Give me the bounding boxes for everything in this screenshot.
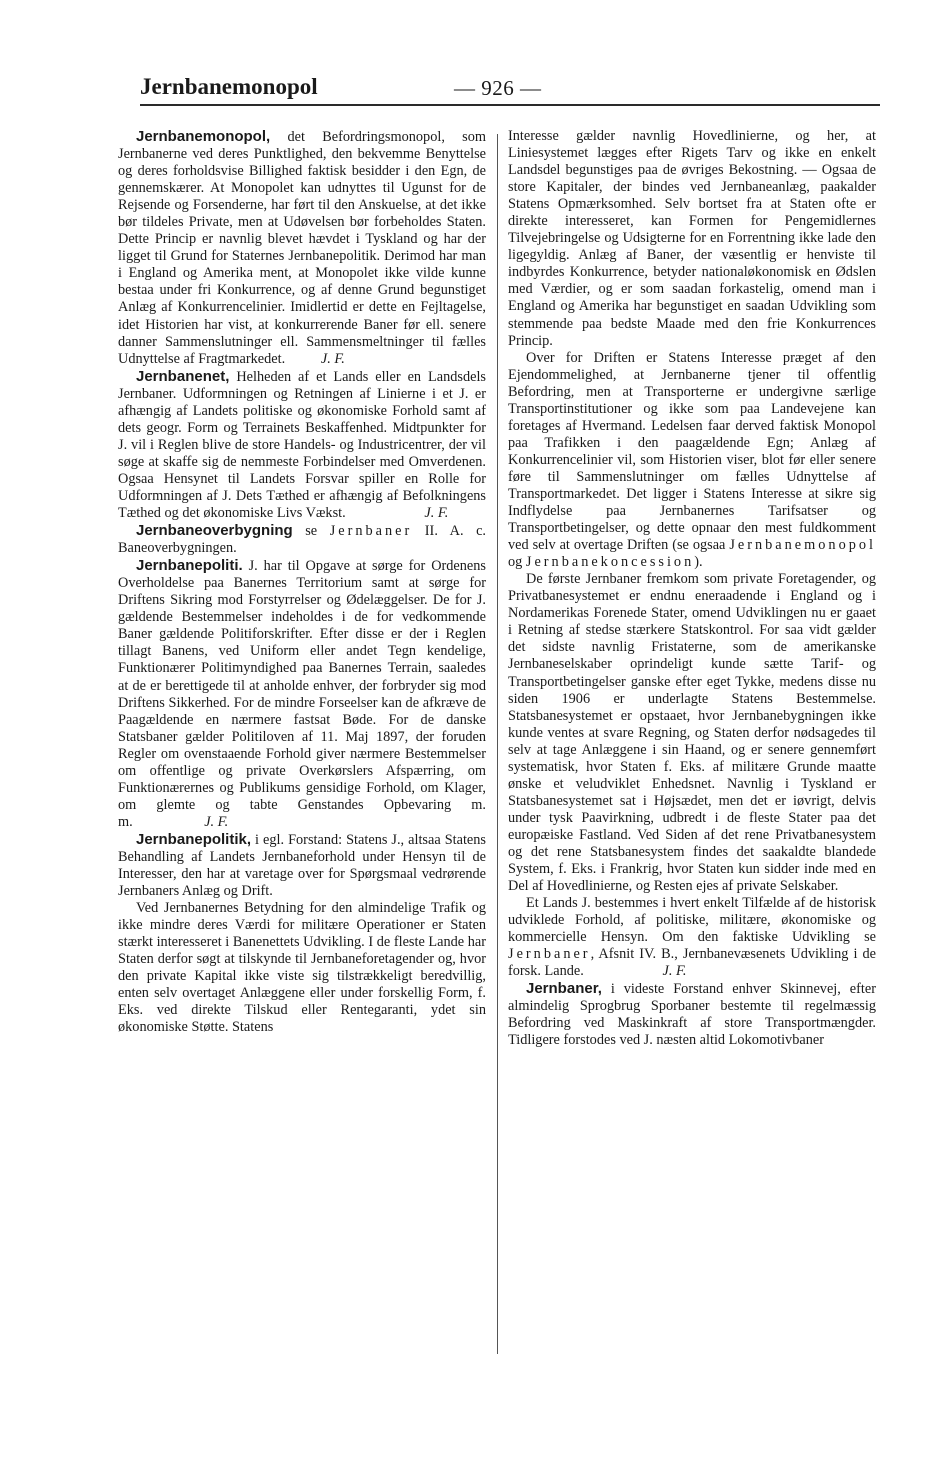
author-signature: J. F.: [204, 813, 229, 830]
paragraph: Interesse gælder navnlig Hovedlinierne, og her, at Liniesystemet lægges efter Rigets Tarv og ikke en enkelt Landsdel begunstiges paa de øvriges Bekostning. — Ogsaa de store Kapitaler, der bindes ved Jernbaneanlæg, paakalder Statens Opmærksomhed. Selv bortset fra at Staten ofte er direkte interesseret, kan Formen for Pengemidlernes Tilvejebringelse og Udsigterne for en Forrentning ikke lade den ligegyldig. Anlæg af Baner, der væsentlig er henviste til indbyrdes Konkurrence, betyder nationaløkonomisk en Ødslen med Værdier, og er som saadan forkastelig, omend man i England og Amerika har begunstiget en saadan Udvikling som stemmende paa bedste Maade med den frie Konkurrences Princip.: [508, 128, 876, 349]
paragraph-text: , Afsnit IV. B., Jernbanevæsenets Udvikling i de forsk. Lande.: [508, 946, 876, 980]
headword: Jernbaner,: [526, 980, 602, 998]
entry-text: Helheden af et Lands eller en Landsdels Jernbaner. Udformningen og Retningen af Linierne i et J. er afhængig af Landets politiske og økonomiske Forhold samt af dets geogr. Form og Terrainets Beskaffenhed. Midtpunkter for J. vil i Reglen blive de store Handels- og Industricentrer, der vil søge at skaffe sig de nemmeste Forbindelser med Omverdenen. Ogsaa Hensynet til Landets Forsvar spiller en Rolle for Udformningen af J. Dets Tæthed er afhængig af Befolkningens Tæthed og det økonomiske Livs Vækst.: [118, 368, 486, 522]
page-header: [140, 74, 880, 114]
paragraph-text: Over for Driften er Statens Interesse præget af den Ejendommelighed, at Jernbanerne tjener til offentlig Befordring, men at Transporterne er undergivne særlige Transportinstitutioner og ikke som paa Landevejene kan foretages af Hvermand. Ledelsen faar derved faktisk Monopol paa Trafikken i den paagældende Egn; Anlæg af Konkurrencelinier vil, som Historien viser, blot før eller senere føre til Sammenslutninger om fælles Udnyttelse af Transportmarkedet. Det ligger i Statens Interesse at sikre sig Indflydelse paa Jernbanernes Tarifsatser og Transportbetingelser, og dette opnaar den mest fuldkomment ved selv at overtage Driften (se ogsaa: [508, 349, 876, 554]
paragraph: Ved Jernbanernes Betydning for den almindelige Trafik og ikke mindre deres Værdi for militære Operationer er Staten stærkt interesseret i Banenettets Udvikling. I de fleste Lande har Staten derfor søgt at tilskynde til Jernbaneforetagender og, hvor den private Kapital ikke viste sig tilstrækkeligt beredvillig, enten selv overtaget Anlæggene eller under forskellig Form, f. Eks. ved direkte Tilskud eller Rentegaranti, ydet sin økonomiske Støtte. Statens: [118, 900, 486, 1036]
paragraph-text: ).: [694, 554, 703, 571]
column-divider: [497, 134, 498, 1354]
header-rule: [140, 104, 880, 106]
author-signature: J. F.: [424, 505, 449, 522]
headword: Jernbaneoverbygning: [136, 522, 293, 540]
entry-text: se: [292, 523, 330, 540]
entry-jernbaner: [508, 980, 876, 1049]
paragraph-text: og: [508, 554, 526, 571]
entry-jernbanepoliti: [118, 557, 486, 831]
cross-reference: Jernbaner: [329, 523, 413, 540]
author-signature: J. F.: [320, 350, 345, 367]
entry-text: det Befordringsmonopol, som Jernbanerne ved deres Punktlighed, den bekvemme Benyttelse og deres forholdsvise Billighed faktisk besidder i den Egn, de gennemskærer. At Monopolet kan udnyttes til Ugunst for de Rejsende og Forsenderne, har ført til den Anskuelse, at det ikke bør tildeles Private, men at Udøvelsen bør forbeholdes Staten. Dette Princip er navnlig blevet hævdet i Tyskland og har der ligget til Grund for Staternes Jernbanepolitik. Derimod har man i England og Amerika ment, at Monopolet ikke vilde kunne bestaa under fri Konkurrence, og af denne Grund begunstiget Anlæg af Konkurrencelinier. Imidlertid er dette en Fejltagelse, idet Historien har vist, at konkurrerende Baner før ell. senere danner Sammenslutninger ell. Sammensmeltninger til fælles Udnyttelse af Fragtmarkedet.: [118, 129, 486, 367]
running-title: Jernbanemonopol: [140, 74, 318, 99]
left-column: [118, 128, 486, 1036]
cross-reference: Jernbanekoncession: [525, 554, 695, 571]
entry-text: II. A. c. Baneoverbygningen.: [118, 523, 486, 557]
author-signature: J. F.: [662, 963, 687, 980]
cross-reference: Jernbanemonopol: [729, 537, 876, 554]
entry-jernbanenet: [118, 368, 486, 522]
headword: Jernbanemonopol,: [136, 128, 271, 145]
entry-text: i videste Forstand enhver Skinnevej, efter almindelig Sprogbrug Sporbaner bestemte til regelmæssig Befordring ved Maskinkraft af store Transportmængder. Tidligere forstodes ved J. næsten altid Lokomotivbaner: [508, 981, 876, 1049]
paragraph-text: Et Lands J. bestemmes i hvert enkelt Tilfælde af de historisk udviklede Forhold, af politiske, militære, økonomiske og kommercielle Hensyn. Om den faktiske Udvikling se: [508, 895, 876, 946]
headword: Jernbanepolitik,: [136, 830, 252, 848]
entry-jernbaneoverbygning: [118, 522, 486, 557]
paragraph: [508, 895, 876, 980]
paragraph: De første Jernbaner fremkom som private Foretagender, og Privatbanesystemet er endnu eneraadende i England og i Nordamerikas Forenede Stater, omend Udviklingen nu er gaaet i Retning af stedse stærkere Statskontrol. For saa vidt gælder det sidste navnlig Fristaterne, som de amerikanske Jernbaneselskaber oprindeligt kunde sætte Tarif- og Transportbetingelser ganske efter eget Tykke, medens disse nu siden 1906 er underlagte Statens Bestemmelse. Statsbanesystemet er opstaaet, hvor Jernbanebygningen ikke kunde ventes at svare Regning, og Staten derfor nødsagedes til selv at tage Anlæggene i sin Haand, og er senere gennemført systematisk, hvor Staten f. Eks. af militære Grunde maatte ønske et veludviklet Enhedsnet. Navnlig i Tyskland er Statsbanesystemet sat i Højsædet, men det er iøvrigt, delvis under tysk Paavirkning, udbredt i de fleste Stater paa det europæiske Fastland. Ved Siden af det rene Privatbanesystem og det rene Statsbanesystem findes det saakaldte blandede System, f. Eks. i Frankrig, hvor Staten kun sidder inde med en Del af Hovedlinierne, og Resten ejes af private Selskaber.: [508, 571, 876, 895]
headword: Jernbanenet,: [136, 367, 230, 385]
headword: Jernbanepoliti.: [136, 557, 243, 575]
entry-text: i egl. Forstand: Statens J., altsaa Statens Behandling af Landets Jernbaneforhold under Hensyn til de Interesser, den har at varetage over for Spørgsmaal vedrørende Jernbaners Anlæg og Drift.: [118, 831, 486, 900]
cross-reference: Jernbaner: [508, 946, 591, 963]
right-column: [508, 128, 876, 1050]
page-number: — 926 —: [454, 76, 542, 100]
paragraph: [508, 350, 876, 572]
entry-jernbanemonopol: [118, 128, 486, 368]
entry-text: J. har til Opgave at sørge for Ordenens Overholdelse paa Banernes Territorium samt at sørge for Driftens Sikring mod Forstyrrelser og Ødelæggelser. De for J. gældende Bestemmelser indeholdes i de for vedkommende Baner gældende Politiforskrifter. Efter disse er der i Reglen tillagt Banens, ved Uniform eller andet Tegn kendelige, Funktionærer Politimyndighed paa Banernes Terrain, saaledes at de er berettigede til at anholde enhver, der forbryder sig mod Driftens Sikkerhed. For de mindre Forseelser kan de afkræve de Paagældende en nærmere fastsat Bøde. For de danske Statsbaner gælder Politiloven af 11. Maj 1897, der foruden Regler om ovenstaaende Forhold giver nærmere Bestemmelser om offentlige og private Overkørslers Afspærring, om Funktionærernes og Publikums gensidige Forhold, om Klager, om glemte og tabte Genstandes Opbevaring m. m.: [118, 558, 486, 830]
entry-jernbanepolitik: [118, 831, 486, 900]
